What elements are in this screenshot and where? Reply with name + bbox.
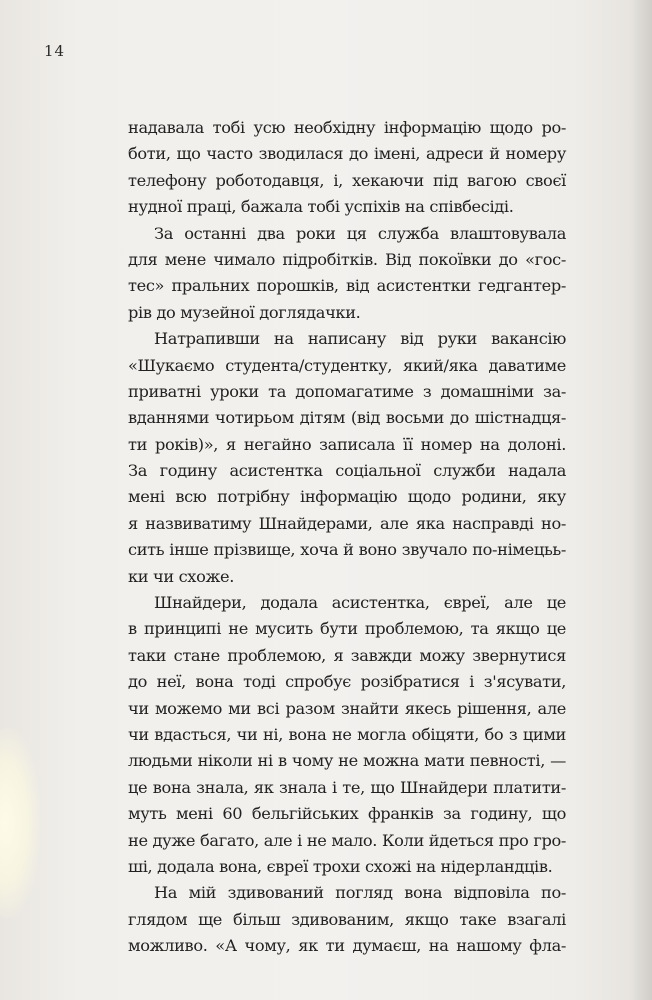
text-line: ти років)», я негайно записала її номер на долоні.: [128, 434, 566, 454]
finger-smudge: [0, 728, 40, 918]
text-line: Шнайдери, додала асистентка, євреї, але це: [154, 593, 566, 613]
text-line: боти, що часто зводилася до імені, адреси й номеру: [128, 144, 566, 164]
text-line: надавала тобі усю необхідну інформацію щодо ро-: [128, 118, 566, 137]
text-line: можливо. «А чому, як ти думаєш, на нашому фла-: [128, 936, 566, 956]
text-line: це вона знала, як знала і те, що Шнайдери платити-: [128, 777, 566, 797]
text-line: чи можемо ми всі разом знайти якесь рішення, але: [128, 698, 566, 718]
text-line: не дуже багато, але і не мало. Коли йдеться про гро-: [128, 830, 566, 850]
text-line: для мене чимало підробітків. Від покоївки до «гос-: [128, 249, 566, 269]
body-text: [128, 115, 566, 960]
text-line: вданнями чотирьом дітям (від восьми до шістнадця-: [128, 408, 566, 428]
page-number: 14: [44, 42, 66, 60]
text-line: людьми ніколи ні в чому не можна мати певності, —: [128, 751, 566, 771]
text-line: чи вдасться, чи ні, вона не могла обіцяти, бо з цими: [128, 724, 566, 744]
text-line: тес» пральних порошків, від асистентки гедгантер-: [128, 276, 566, 296]
text-line: За годину асистентка соціальної служби надала: [128, 461, 566, 481]
text-line: нудної праці, бажала тобі успіхів на співбесіді.: [128, 197, 514, 217]
text-line: ки чи схоже.: [128, 566, 235, 586]
text-line: На мій здивований погляд вона відповіла по-: [154, 883, 566, 903]
text-line: муть мені 60 бельгійських франків за годину, що: [128, 804, 566, 824]
text-line: в принципі не мусить бути проблемою, та якщо це: [128, 619, 566, 639]
text-line: ші, додала вона, євреї трохи схожі на нідерландців.: [128, 856, 553, 876]
text-line: телефону роботодавця, і, хекаючи під вагою своєї: [128, 170, 566, 190]
text-line: сить інше прізвище, хоча й воно звучало по-німецьь-: [128, 540, 566, 560]
text-line: Натрапивши на написану від руки вакансію: [154, 329, 566, 349]
text-line: приватні уроки та допомагатиме з домашніми за-: [128, 381, 566, 401]
text-line: мені всю потрібну інформацію щодо родини, яку: [128, 487, 566, 507]
text-line: «Шукаємо студента/студентку, який/яка даватиме: [128, 355, 566, 375]
text-line: рів до музейної доглядачки.: [128, 302, 361, 322]
text-line: глядом ще більш здивованим, якщо таке взагалі: [128, 909, 566, 929]
text-line: я назвиватиму Шнайдерами, але яка насправді но-: [128, 513, 566, 533]
text-line: За останні два роки ця служба влаштовувала: [154, 223, 566, 243]
text-line: таки стане проблемою, я завжди можу звернутися: [128, 645, 566, 665]
text-line: до неї, вона тоді спробує розібратися і з'ясувати,: [128, 672, 566, 692]
page-edge-shadow: [630, 0, 652, 1000]
